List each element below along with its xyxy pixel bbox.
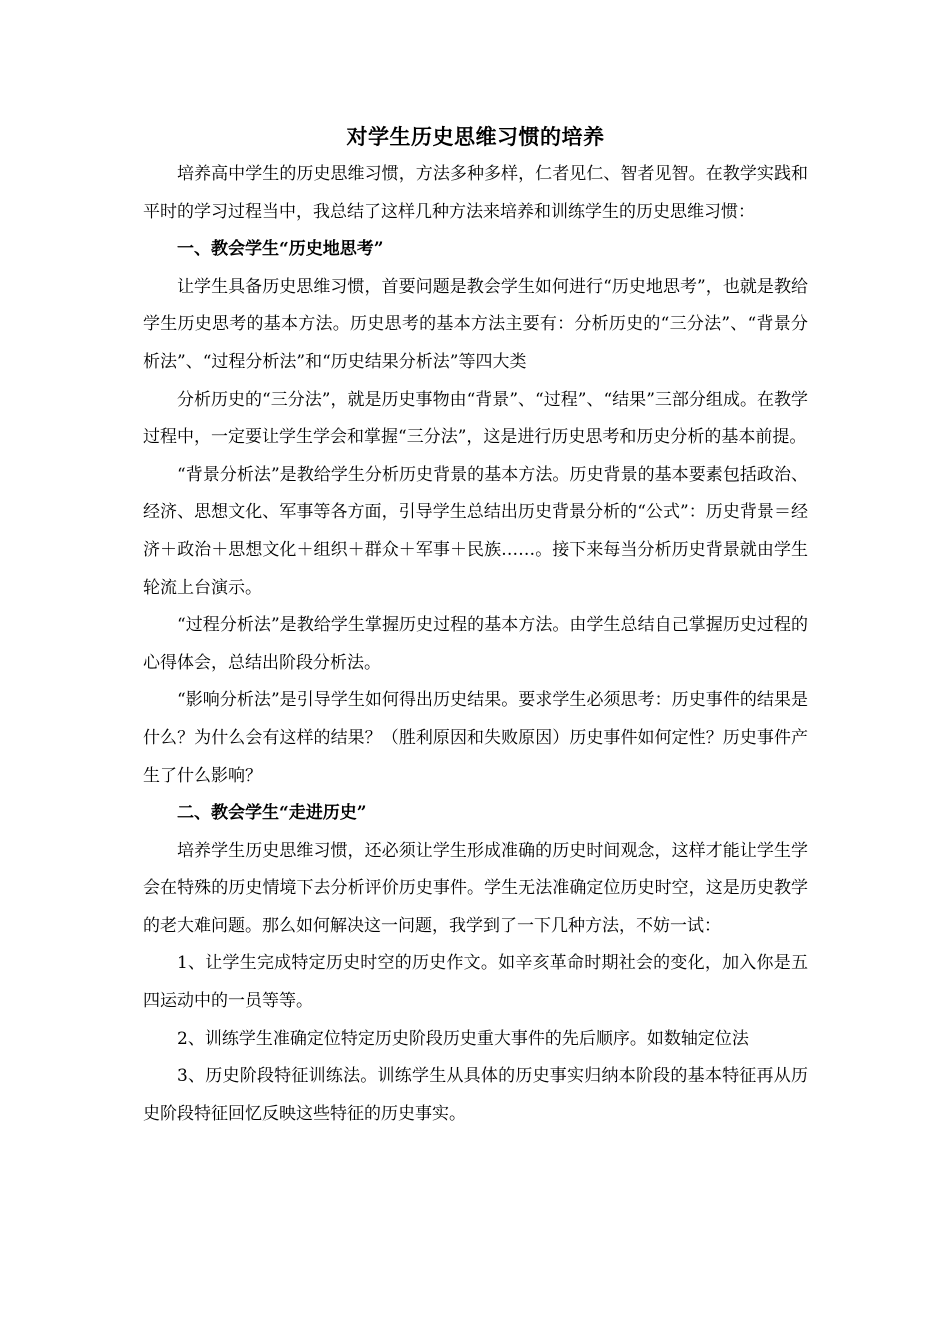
section-2-list-item-3: 3、历史阶段特征训练法。训练学生从具体的历史事实归纳本阶段的基本特征再从历史阶段特征回忆反映这些特征的历史事实。 xyxy=(143,1066,808,1124)
section-1-heading: 一、教会学生“历史地思考” xyxy=(177,239,384,260)
section-1-paragraph-3: “背景分析法”是教给学生分析历史背景的基本方法。历史背景的基本要素包括政治、经济、思想文化、军事等各方面，引导学生总结出历史背景分析的“公式”：历史背景＝经济＋政治＋思想文化＋组织＋群众＋军事＋民族……。接下来每当分析历史背景就由学生轮流上台演示。 xyxy=(143,464,808,598)
document-title: 对学生历史思维习惯的培养 xyxy=(346,124,605,149)
section-1-paragraph-5: “影响分析法”是引导学生如何得出历史结果。要求学生必须思考：历史事件的结果是什么？为什么会有这样的结果？（胜利原因和失败原因）历史事件如何定性？历史事件产生了什么影响？ xyxy=(143,690,808,786)
section-1-paragraph-2: 分析历史的“三分法”，就是历史事物由“背景”、“过程”、“结果”三部分组成。在教学过程中，一定要让学生学会和掌握“三分法”，这是进行历史思考和历史分析的基本前提。 xyxy=(143,389,808,448)
section-1-paragraph-4: “过程分析法”是教给学生掌握历史过程的基本方法。由学生总结自己掌握历史过程的心得体会，总结出阶段分析法。 xyxy=(143,615,808,673)
section-2-heading: 二、教会学生“走进历史” xyxy=(177,803,367,824)
section-2-list-item-1: 1、让学生完成特定历史时空的历史作文。如辛亥革命时期社会的变化，加入你是五四运动中的一员等等。 xyxy=(143,953,808,1012)
section-2-paragraph-1: 培养学生历史思维习惯，还必须让学生形成准确的历史时间观念，这样才能让学生学会在特殊的历史情境下去分析评价历史事件。学生无法准确定位历史时空，这是历史教学的老大难问题。那么如何解决这一问题，我学到了一下几种方法，不妨一试： xyxy=(143,840,808,936)
section-2-list-item-2: 2、训练学生准确定位特定历史阶段历史重大事件的先后顺序。如数轴定位法 xyxy=(177,1028,749,1049)
document-page xyxy=(143,118,808,1133)
intro-paragraph: 培养高中学生的历史思维习惯，方法多种多样，仁者见仁、智者见智。在教学实践和平时的学习过程当中，我总结了这样几种方法来培养和训练学生的历史思维习惯： xyxy=(143,164,808,222)
section-1-paragraph-1: 让学生具备历史思维习惯，首要问题是教会学生如何进行“历史地思考”，也就是教给学生历史思考的基本方法。历史思考的基本方法主要有：分析历史的“三分法”、“背景分析法”、“过程分析法”和“历史结果分析法”等四大类 xyxy=(143,276,808,372)
